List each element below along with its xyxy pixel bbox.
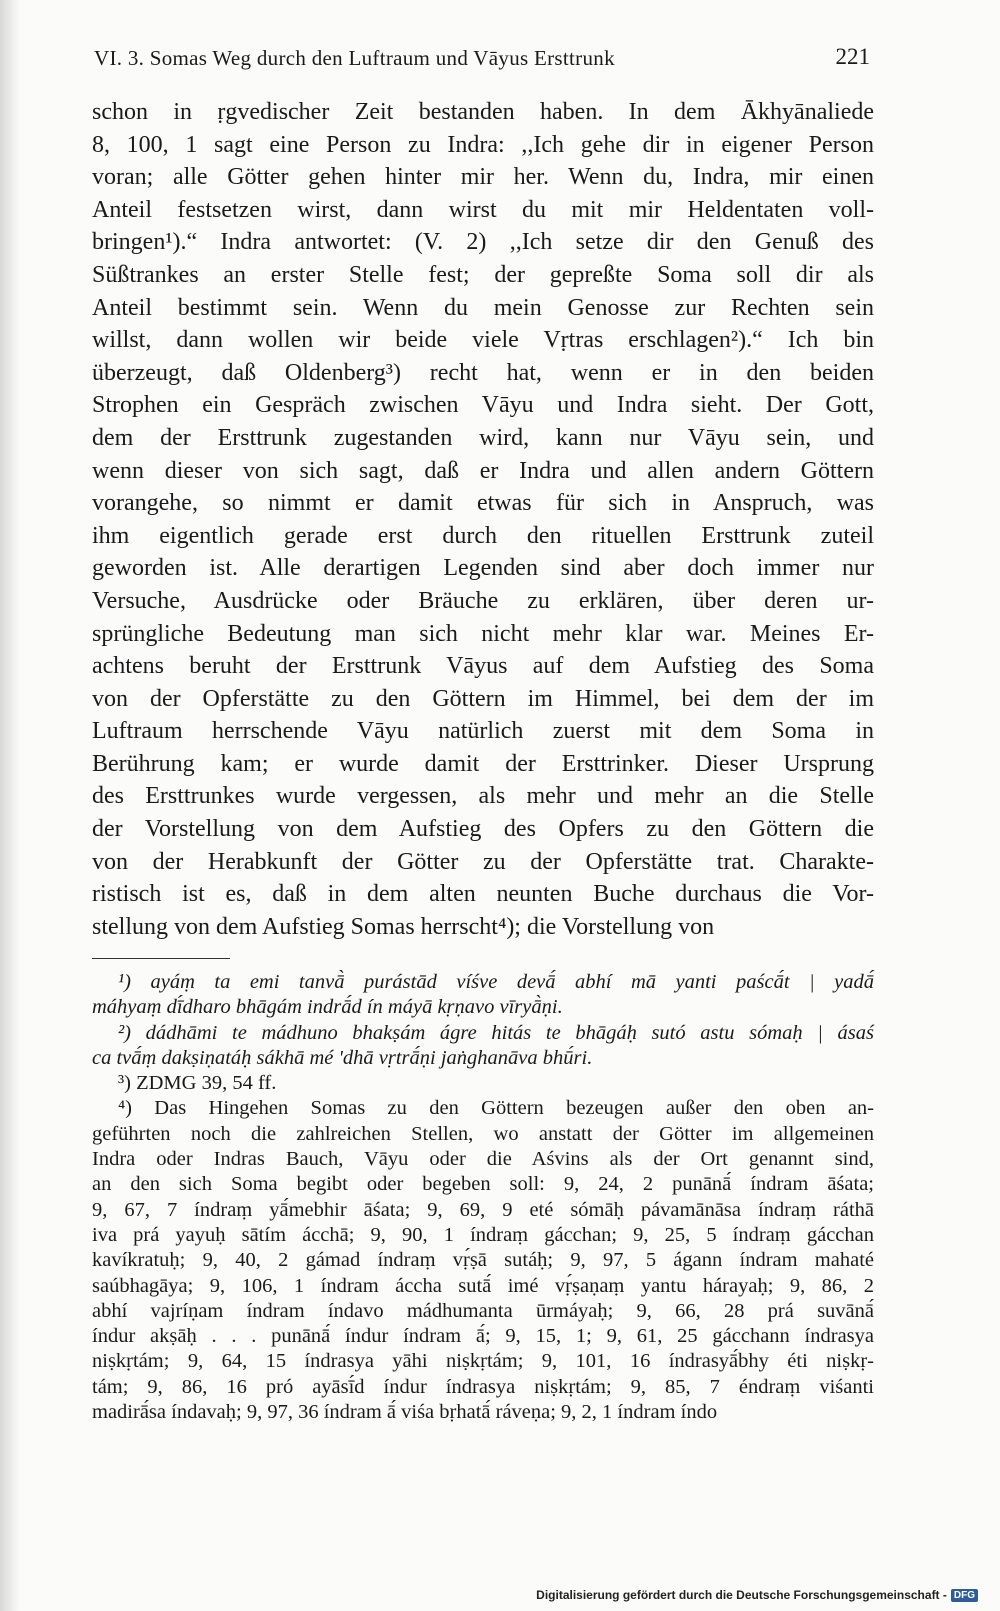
body-line: achtens beruht der Ersttrunk Vāyus auf dem Aufstieg des Soma <box>92 653 874 680</box>
body-line: vorangehe, so nimmt er damit etwas für sich in Anspruch, was <box>92 490 874 517</box>
footnote-line: tám; 9, 86, 16 pró ayāsī́d índur índrasya niṣkṛtám; 9, 85, 7 éndraṃ viśanti <box>92 1375 874 1398</box>
body-line: dem der Ersttrunk zugestanden wird, kann nur Vāyu sein, und <box>92 424 874 451</box>
dfg-logo: DFG <box>951 1589 978 1602</box>
footnote-line: geführten noch die zahlreichen Stellen, wo anstatt der Götter im allgemeinen <box>92 1122 874 1145</box>
body-line: willst, dann wollen wir beide viele Vṛtras erschlagen²).“ Ich bin <box>92 327 874 354</box>
body-line: geworden ist. Alle derartigen Legenden sind aber doch immer nur <box>92 555 874 582</box>
body-line: überzeugt, daß Oldenberg³) recht hat, wenn er in den beiden <box>92 359 874 386</box>
body-line: der Vorstellung von dem Aufstieg des Opfers zu den Göttern die <box>92 816 874 843</box>
digitization-footer <box>536 1585 978 1605</box>
footnote-line: ca tvā́ṃ dakṣiṇatáḥ sákhā mé 'dhā vṛtrā́ṇi jaṅghanāva bhū́ri. <box>92 1046 593 1069</box>
footnotes <box>92 970 874 1425</box>
footnote-line: ¹) ayáṃ ta emi tanvā̀ purástād víśve devā́ abhí mā yanti paścā́t | yadā́ <box>118 971 874 993</box>
body-line: Berührung kam; er wurde damit der Ersttrinker. Dieser Ursprung <box>92 750 874 777</box>
footnote-line: an den sich Soma begibt oder begeben soll: 9, 24, 2 punānā́ índram āśata; <box>92 1173 874 1196</box>
body-line: Strophen ein Gespräch zwischen Vāyu und Indra sieht. Der Gott, <box>92 392 874 419</box>
footnote-line: iva prá yayuḥ sātím ácchā; 9, 90, 1 índraṃ gácchan; 9, 25, 5 índraṃ gácchan <box>92 1223 874 1246</box>
page-edge-shadow <box>0 0 20 1611</box>
footnote-line: máhyaṃ dī́dharo bhāgám indrā́d ín máyā kṛṇavo vīryā̀ṇi. <box>92 996 563 1019</box>
page-number: 221 <box>835 44 870 69</box>
footnote-line: niṣkṛtám; 9, 64, 15 índrasya yāhi niṣkṛtám; 9, 101, 16 índrasyā́bhy éti niṣkṛ- <box>92 1350 874 1373</box>
body-line: Versuche, Ausdrücke oder Bräuche zu erklären, über deren ur- <box>92 587 874 614</box>
footnote-line: ²) dádhāmi te mádhuno bhakṣám ágre hitás te bhāgáḥ sutó astu sómaḥ | ásaś <box>118 1021 874 1044</box>
body-line: Luftraum herrschende Vāyu natürlich zuerst mit dem Soma in <box>92 718 874 745</box>
body-line: ristisch ist es, daß in dem alten neunten Buche durchaus die Vor- <box>92 881 874 908</box>
body-line: voran; alle Götter gehen hinter mir her. Wenn du, Indra, mir einen <box>92 164 874 191</box>
body-line: stellung von dem Aufstieg Somas herrscht⁴); die Vorstellung von <box>92 913 715 940</box>
footer-credit: Digitalisierung gefördert durch die Deutsche Forschungsgemeinschaft - <box>536 1588 947 1602</box>
body-line: Anteil festsetzen wirst, dann wirst du mit mir Heldentaten voll- <box>92 196 874 223</box>
body-line: Süßtrankes an erster Stelle fest; der gepreßte Soma soll dir als <box>92 261 874 288</box>
footnote-line: kavíkratuḥ; 9, 40, 2 gámad índraṃ vṛ́ṣā sutáḥ; 9, 97, 5 ágann índram mahaté <box>92 1249 874 1272</box>
footnote-line: madirā́sa índavaḥ; 9, 97, 36 índram ā́ viśa bṛhatā́ ráveṇa; 9, 2, 1 índram índo <box>92 1401 718 1424</box>
body-line: schon in ṛgvedischer Zeit bestanden haben. In dem Ākhyānaliede <box>92 99 874 125</box>
body-line: von der Herabkunft der Götter zu der Opferstätte trat. Charakte- <box>92 848 874 875</box>
body-line: wenn dieser von sich sagt, daß er Indra und allen andern Göttern <box>92 457 874 484</box>
footnote-line: ⁴) Das Hingehen Somas zu den Göttern bezeugen außer den oben an- <box>118 1097 874 1120</box>
footnote-line: abhí vajríṇam índram índavo mádhumanta ūrmáyaḥ; 9, 66, 28 prá suvānā́ <box>92 1299 874 1322</box>
footnote-line: índur akṣāḥ . . . punānā́ índur índram ā́; 9, 15, 1; 9, 61, 25 gácchann índrasya <box>92 1325 874 1348</box>
footnote-line: 9, 67, 7 índraṃ yā́mebhir āśata; 9, 69, 9 eté sómāḥ pávamānāsa índraṃ ráthā <box>92 1198 874 1221</box>
body-text <box>92 96 874 943</box>
footnote-separator <box>92 958 230 959</box>
body-line: ihm eigentlich gerade erst durch den rituellen Ersttrunk zuteil <box>92 522 874 549</box>
body-line: des Ersttrunkes wurde vergessen, als mehr und mehr an die Stelle <box>92 783 874 810</box>
body-line: bringen¹).“ Indra antwortet: (V. 2) ,,Ich setze dir den Genuß des <box>92 229 874 256</box>
footnote-line: saúbhagāya; 9, 106, 1 índram áccha sutā́ imé vṛ́ṣaṇaṃ yantu hárayaḥ; 9, 86, 2 <box>92 1274 874 1297</box>
body-line: 8, 100, 1 sagt eine Person zu Indra: ,,Ich gehe dir in eigener Person <box>92 131 874 158</box>
footnote-line: Indra oder Indras Bauch, Vāyu oder die Aśvins als der Ort genannt sind, <box>92 1148 874 1171</box>
body-line: von der Opferstätte zu den Göttern im Himmel, bei dem der im <box>92 685 874 712</box>
running-head <box>94 44 870 74</box>
chapter-title: VI. 3. Somas Weg durch den Luftraum und Vāyus Ersttrunk <box>94 46 615 70</box>
footnote-line: ³) ZDMG 39, 54 ff. <box>118 1072 277 1095</box>
body-line: sprüngliche Bedeutung man sich nicht mehr klar war. Meines Er- <box>92 620 874 647</box>
body-line: Anteil bestimmt sein. Wenn du mein Genosse zur Rechten sein <box>92 294 874 321</box>
